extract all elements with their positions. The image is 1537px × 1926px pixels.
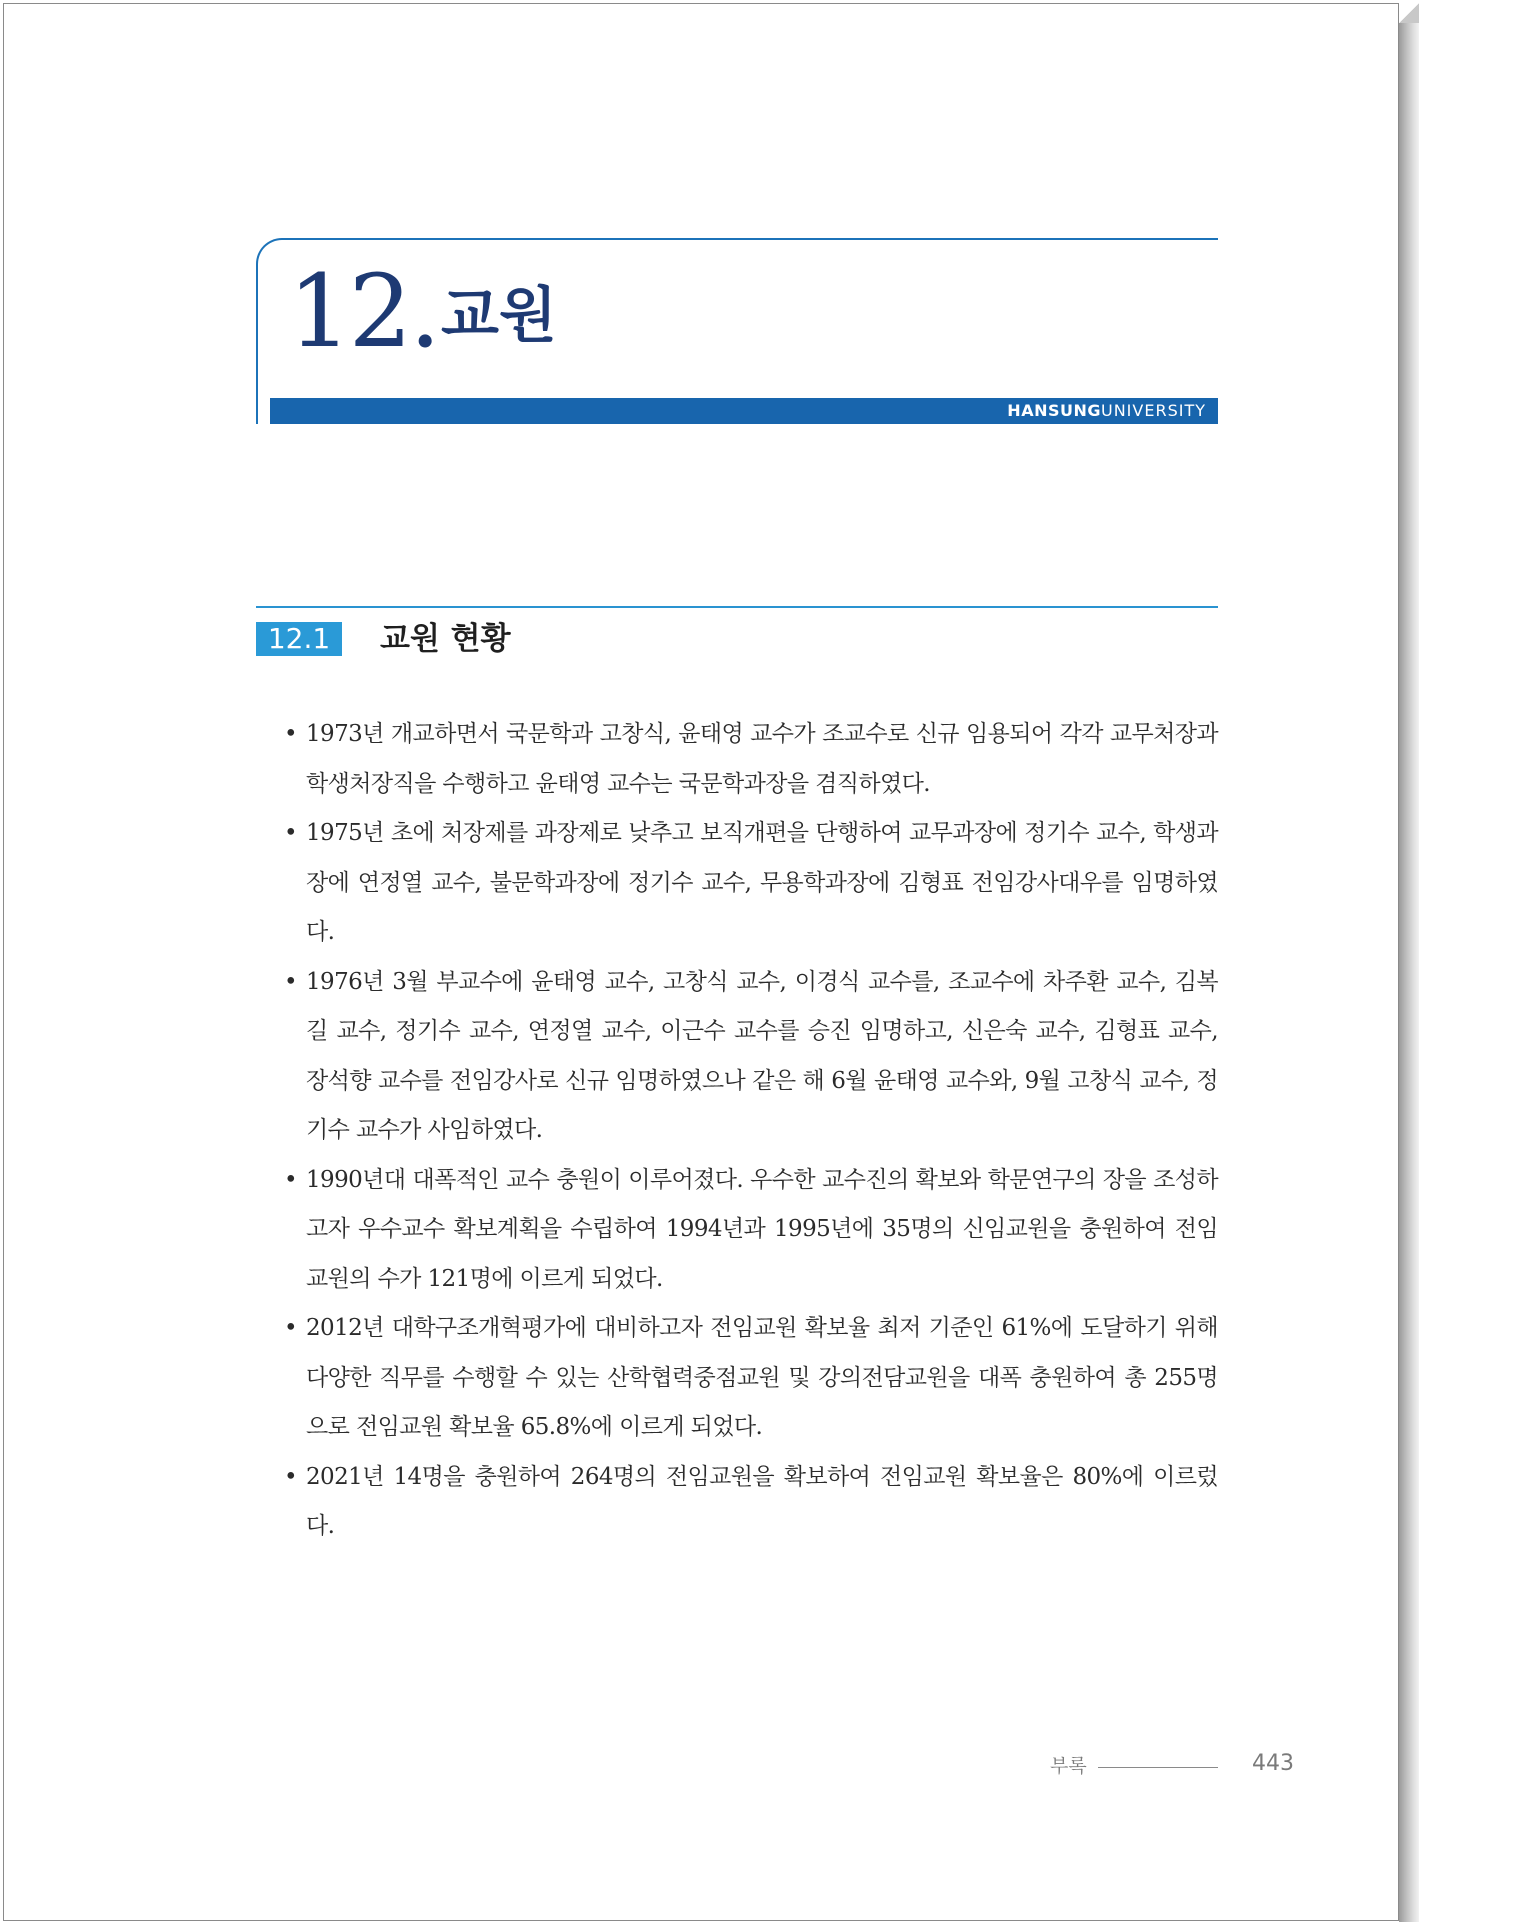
list-item [284, 1304, 1218, 1453]
bullet-icon: • [284, 1463, 297, 1490]
bullet-icon: • [284, 721, 297, 747]
list-item [284, 710, 1218, 809]
bullet-icon: • [284, 1315, 297, 1341]
list-item [284, 1156, 1218, 1305]
bullet-icon: • [284, 820, 297, 846]
list-item [284, 958, 1218, 1156]
bullet-icon: • [284, 1166, 297, 1193]
section-divider [256, 606, 1218, 608]
list-item-text: 1976년 3월 부교수에 윤태영 교수, 고창식 교수, 이경식 교수를, 조교수에 차주환 교수, 김복길 교수, 정기수 교수, 연정열 교수, 이근수 교수를 승진 임명하고, 신은숙 교수, 김형표 교수, 장석향 교수를 전임강사로 신규 임명하였으나 같은 해 6월 윤태영 교수와, 9월 고창식 교수, 정기수 교수가 사임하였다. [306, 968, 1218, 1143]
page-edge-shadow [1399, 4, 1419, 1922]
university-banner [270, 398, 1218, 424]
chapter-number: 12. [288, 253, 439, 370]
bullet-icon: • [284, 968, 297, 995]
list-item-text: 1975년 초에 처장제를 과장제로 낮추고 보직개편을 단행하여 교무과장에 정기수 교수, 학생과장에 연정열 교수, 불문학과장에 정기수 교수, 무용학과장에 김형표 전임강사대우를 임명하였다. [306, 820, 1218, 945]
footer-rule [1098, 1767, 1218, 1768]
page-number: 443 [1252, 1751, 1294, 1776]
brand-name-light: UNIVERSITY [1101, 401, 1206, 420]
list-item-text: 1990년대 대폭적인 교수 충원이 이루어졌다. 우수한 교수진의 확보와 학문연구의 장을 조성하고자 우수교수 확보계획을 수립하여 1994년과 1995년에 35명의 신임교원을 충원하여 전임교원의 수가 121명에 이르게 되었다. [306, 1166, 1218, 1292]
list-item-text: 1973년 개교하면서 국문학과 고창식, 윤태영 교수가 조교수로 신규 임용되어 각각 교무처장과 학생처장직을 수행하고 윤태영 교수는 국문학과장을 겸직하였다. [306, 721, 1218, 797]
brand-name-bold: HANSUNG [1007, 401, 1101, 420]
page-corner-fold [1399, 3, 1419, 23]
faculty-history-list [284, 710, 1218, 1552]
list-item-text: 2012년 대학구조개혁평가에 대비하고자 전임교원 확보율 최저 기준인 61%에 도달하기 위해 다양한 직무를 수행할 수 있는 산학협력중점교원 및 강의전담교원을 대폭 충원하여 총 255명으로 전임교원 확보율 65.8%에 이르게 되었다. [306, 1315, 1218, 1440]
chapter-title: 교원 [441, 281, 557, 351]
section-title: 교원 현황 [380, 621, 511, 657]
list-item [284, 1453, 1218, 1552]
list-item [284, 809, 1218, 958]
footer-section-label: 부록 [1050, 1755, 1087, 1777]
list-item-text: 2021년 14명을 충원하여 264명의 전임교원을 확보하여 전임교원 확보율은 80%에 이르렀다. [306, 1463, 1218, 1539]
section-number: 12.1 [256, 622, 342, 656]
